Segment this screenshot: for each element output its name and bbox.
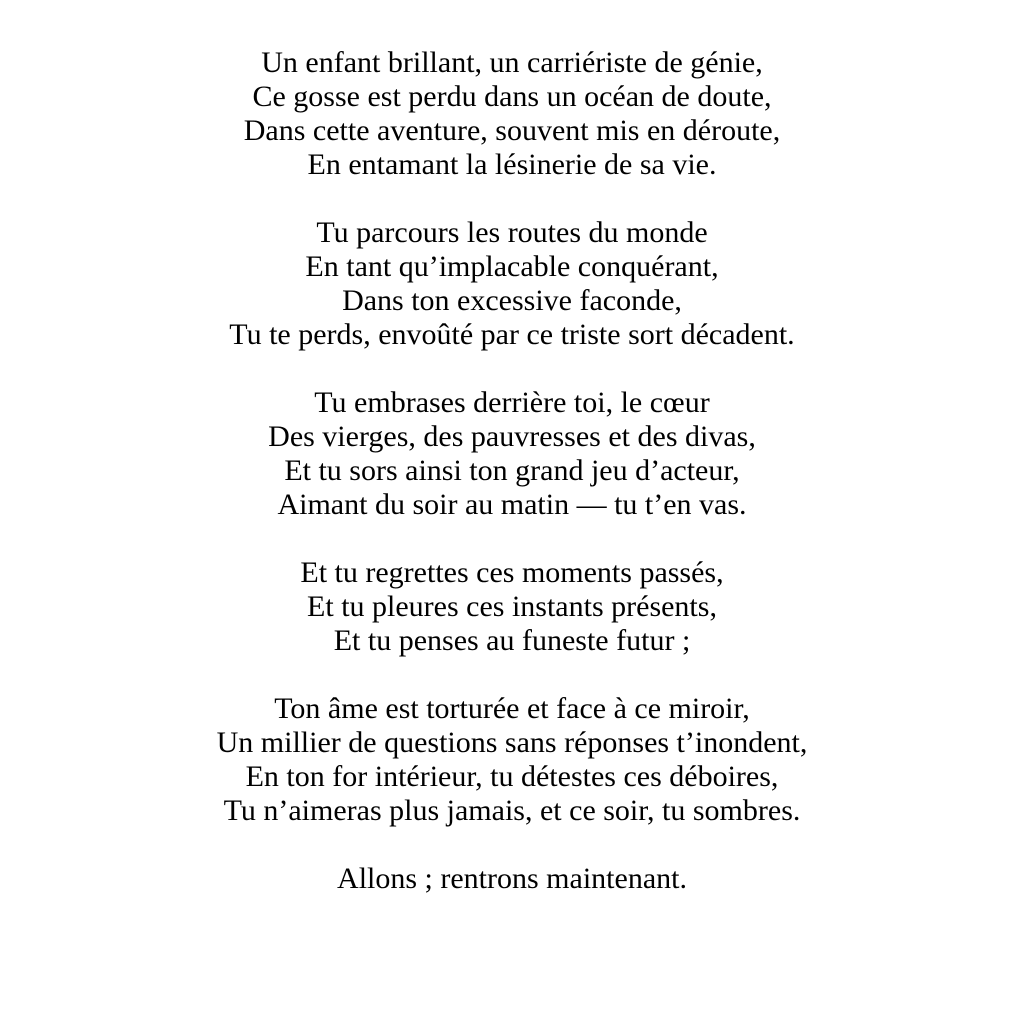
- poem-line: Ton âme est torturée et face à ce miroir,: [274, 692, 750, 725]
- poem-line: En tant qu’implacable conquérant,: [305, 250, 719, 283]
- stanza-2: [0, 216, 1024, 352]
- poem-line: En ton for intérieur, tu détestes ces déboires,: [245, 760, 779, 793]
- poem-line: Aimant du soir au matin — tu t’en vas.: [277, 488, 747, 521]
- stanza-1: [0, 46, 1024, 182]
- poem: [0, 46, 1024, 930]
- stanza-4: [0, 556, 1024, 658]
- poem-line: Tu n’aimeras plus jamais, et ce soir, tu sombres.: [223, 794, 801, 827]
- poem-line: Un millier de questions sans réponses t’inondent,: [216, 726, 808, 759]
- poem-line: Un enfant brillant, un carriériste de génie,: [261, 46, 763, 79]
- stanza-3: [0, 386, 1024, 522]
- poem-line: Tu parcours les routes du monde: [316, 216, 708, 249]
- stanza-6: [0, 862, 1024, 896]
- poem-line: Tu embrases derrière toi, le cœur: [314, 386, 710, 419]
- poem-line: Et tu sors ainsi ton grand jeu d’acteur,: [284, 454, 740, 487]
- poem-line: Allons ; rentrons maintenant.: [337, 862, 687, 895]
- poem-line: Dans cette aventure, souvent mis en déroute,: [243, 114, 781, 147]
- poem-line: En entamant la lésinerie de sa vie.: [307, 148, 717, 181]
- poem-line: Tu te perds, envoûté par ce triste sort décadent.: [229, 318, 795, 351]
- stanza-5: [0, 692, 1024, 828]
- poem-line: Et tu penses au funeste futur ;: [333, 624, 691, 657]
- poem-line: Et tu pleures ces instants présents,: [307, 590, 717, 623]
- poem-line: Ce gosse est perdu dans un océan de doute,: [252, 80, 772, 113]
- poem-line: Des vierges, des pauvresses et des divas,: [268, 420, 756, 453]
- poem-line: Et tu regrettes ces moments passés,: [300, 556, 724, 589]
- poem-line: Dans ton excessive faconde,: [342, 284, 682, 317]
